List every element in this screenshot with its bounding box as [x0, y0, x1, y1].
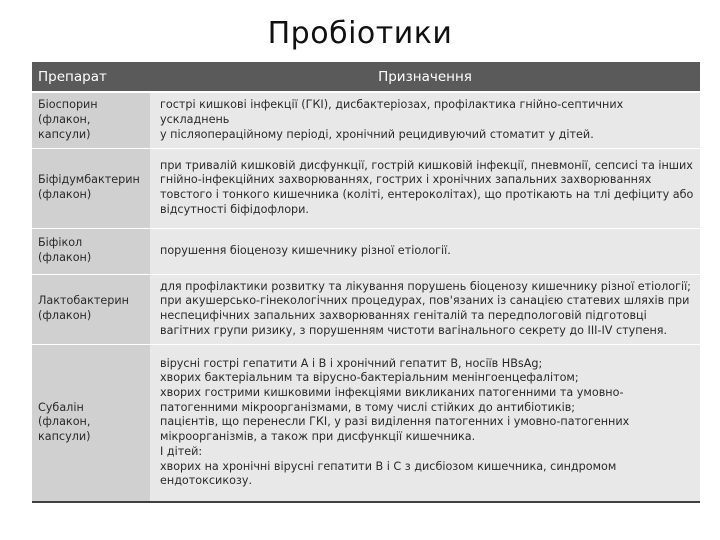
table-row [32, 344, 700, 502]
drug-name: Біфідумбактерин [38, 173, 140, 187]
table-row [32, 228, 700, 274]
table-row [32, 148, 700, 228]
purpose-line: хворих бактеріальним та вірусно-бактеріальним менінгоенцефалітом; [160, 371, 579, 385]
purpose-line: хворих гострими кишковими інфекціями викликаних патогенними та умовно- [160, 385, 624, 399]
purpose-line: відсутності біфідофлори. [160, 202, 309, 216]
purpose-line: ендотоксикозу. [160, 474, 253, 488]
purpose-cell [150, 274, 700, 344]
purpose-line: порушення біоценозу кишечнику різної етіології. [160, 243, 451, 257]
purpose-line: хворих на хронічні вірусні гепатити В і С з дисбіозом кишечника, синдромом [160, 459, 617, 473]
purpose-line: при тривалій кишковій дисфункції, гострій кишковій інфекції, пневмонії, сепсисі та інших [160, 158, 693, 172]
table-header-row [32, 62, 700, 92]
purpose-line: гострі кишкові інфекції (ГКІ), дисбактеріозах, профілактика гнійно-септичних ускладнень [160, 98, 624, 126]
drug-name: Лактобактерин [38, 294, 129, 308]
purpose-line: товстого і тонкого кишечника (коліті, ентероколітах), що протікають на тлі дефіциту або [160, 188, 694, 201]
column-header-drug: Препарат [32, 62, 150, 92]
purpose-cell [150, 228, 700, 274]
drug-form: (флакон, капсули) [38, 112, 91, 141]
drug-form: (флакон) [38, 251, 92, 264]
drug-cell [32, 228, 150, 274]
column-header-purpose: Призначення [150, 62, 700, 92]
purpose-line: для профілактики розвитку та лікування порушень біоценозу кишечнику різної етіології; [160, 279, 691, 293]
table-row [32, 274, 700, 344]
purpose-line: гнійно-інфекційних захворюваннях, гострих і хронічних запальних захворюваннях [160, 173, 652, 187]
drug-name: Субалін [38, 400, 84, 414]
drug-cell [32, 92, 150, 148]
purpose-cell [150, 148, 700, 228]
drug-cell [32, 274, 150, 344]
page-title: Пробіотики [267, 16, 453, 51]
drug-form: (флакон) [38, 309, 92, 322]
purpose-line: при акушерсько-гінекологічних процедурах, пов'язаних із санацією статевих шляхів при [160, 294, 690, 308]
purpose-line: вірусні гострі гепатити А і В і хронічний гепатит В, носіїв HBsAg; [160, 356, 543, 370]
table-row [32, 92, 700, 148]
purpose-line: у післяопераційному періоді, хронічний рецидивуючий стоматит у дітей. [160, 127, 594, 141]
drug-cell [32, 148, 150, 228]
purpose-line: вагітних групи ризику, з порушенням чистоти вагінального секрету до III-IV ступеня. [160, 323, 668, 337]
probiotics-table [32, 62, 700, 503]
purpose-cell [150, 344, 700, 502]
purpose-line: неспецифічних запальних захворюваннях геніталій та передпологовій підготовці [160, 309, 647, 322]
purpose-line: пацієнтів, що перенесли ГКІ, у разі виділення патогенних і умовно-патогенних [160, 415, 630, 429]
purpose-line: патогенними мікроорганізмами, в тому числі стійких до антибіотиків; [160, 400, 576, 414]
purpose-line: мікроорганізмів, а також при дисфункції кишечника. [160, 430, 476, 444]
purpose-line: І дітей: [160, 444, 203, 458]
drug-form: (флакон, капсули) [38, 415, 91, 444]
drug-form: (флакон) [38, 188, 92, 201]
drug-name: Біфікол [38, 236, 83, 250]
drug-name: Біоспорин [38, 98, 98, 112]
drug-cell [32, 344, 150, 502]
purpose-cell [150, 92, 700, 148]
